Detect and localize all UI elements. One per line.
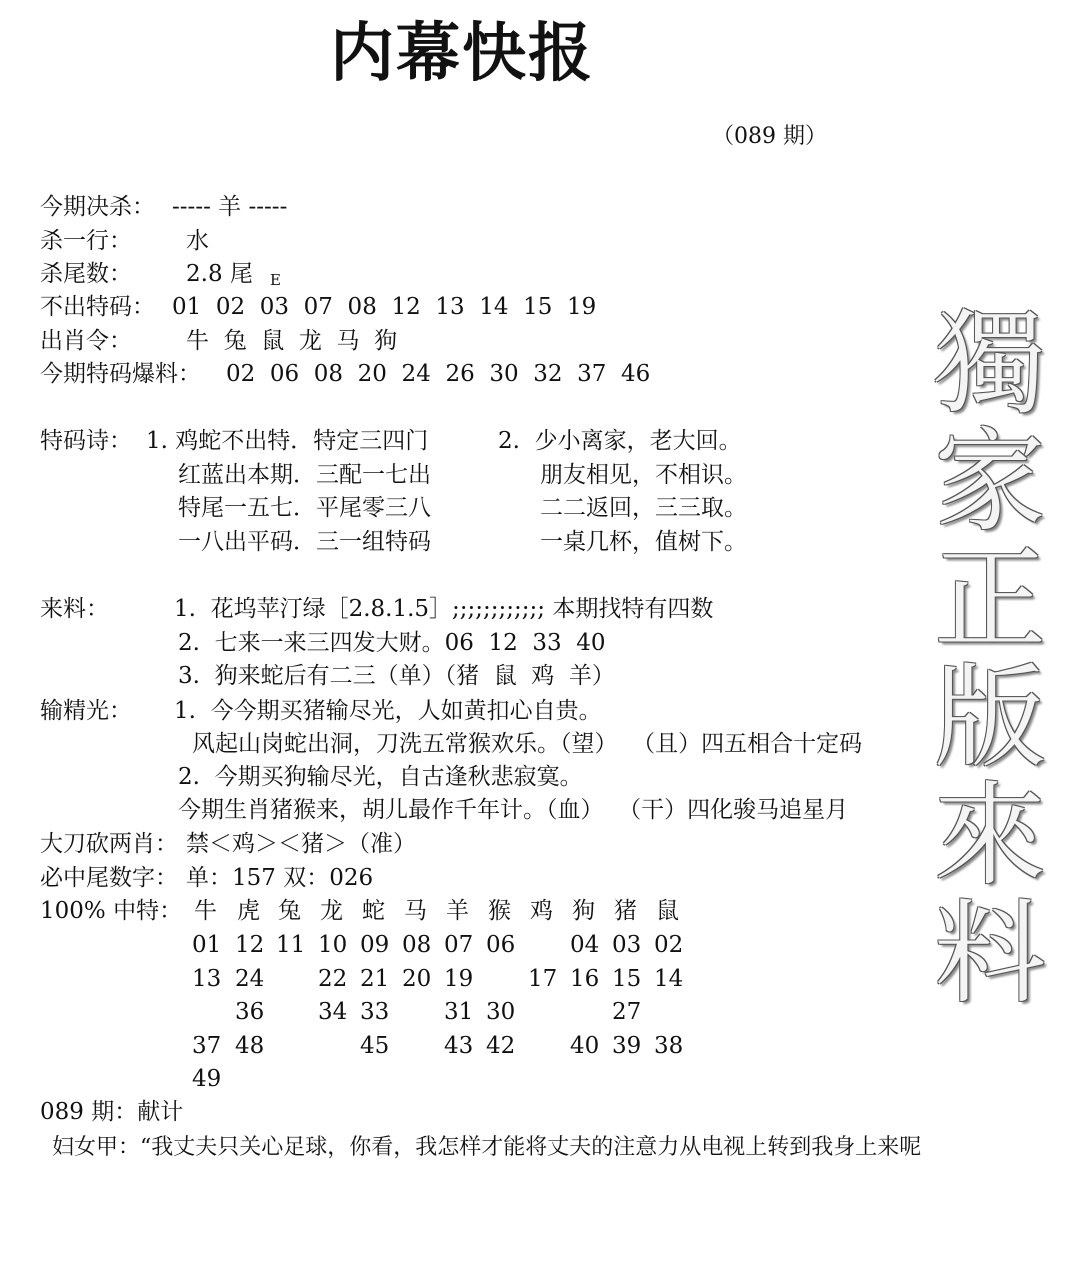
number-cell: 27: [612, 999, 642, 1025]
number-cell: 19: [444, 966, 474, 992]
jueshao-label: 今期决杀：: [40, 194, 155, 220]
poem-left-line: 特尾一五七．平尾零三八: [178, 495, 431, 521]
lailiao-line: 2. 七来一来三四发大财。06 12 33 40: [178, 630, 606, 656]
shujingguang-line: 风起山岗蛇出洞，刀洗五常猴欢乐。（望） （且）四五相合十定码: [192, 731, 863, 757]
poem-left-line: 1. 鸡蛇不出特．特定三四门: [146, 428, 429, 454]
number-cell: 08: [402, 932, 432, 958]
buchu-label: 不出特码：: [40, 294, 155, 320]
baoliao-label: 今期特码爆料：: [40, 361, 201, 387]
number-cell: 37: [192, 1033, 222, 1059]
number-cell: 13: [192, 966, 222, 992]
zodiac-cell: 龙: [320, 898, 343, 924]
footer-issue-line: 089 期：献计: [40, 1099, 184, 1125]
poem-left-line: 红蓝出本期．三配一七出: [178, 462, 431, 488]
page-title: 内幕快报: [330, 17, 594, 91]
side-char: 來: [934, 771, 1046, 901]
zodiac-cell: 兔: [278, 898, 301, 924]
number-cell: 12: [235, 932, 265, 958]
number-cell: 07: [444, 932, 474, 958]
number-cell: 17: [528, 966, 558, 992]
side-char: 家: [934, 417, 1046, 547]
number-cell: 14: [654, 966, 684, 992]
zodiac-cell: 马: [404, 898, 427, 924]
poem-label: 特码诗：: [40, 428, 132, 454]
lailiao-line: 3. 狗来蛇后有二三（单）（猪 鼠 鸡 羊）: [178, 663, 615, 689]
side-banner: [930, 299, 1050, 1019]
poem-left-line: 一八出平码．三一组特码: [178, 529, 431, 555]
bizhong-label: 必中尾数字：: [40, 865, 178, 891]
number-cell: 34: [318, 999, 348, 1025]
number-cell: 39: [612, 1033, 642, 1059]
number-cell: 06: [486, 932, 516, 958]
number-cell: 03: [612, 932, 642, 958]
shaweishu-mark: E: [270, 271, 281, 289]
number-cell: 11: [276, 932, 306, 958]
zodiac-cell: 鼠: [656, 898, 679, 924]
number-cell: 22: [318, 966, 348, 992]
number-cell: 45: [360, 1033, 390, 1059]
shujingguang-line: 1. 今今期买猪输尽光，人如黄扣心自贵。: [174, 698, 602, 724]
issue-number: （089 期）: [712, 124, 827, 149]
number-cell: 15: [612, 966, 642, 992]
baoliao-value: 02 06 08 20 24 26 30 32 37 46: [226, 361, 651, 387]
number-cell: 43: [444, 1033, 474, 1059]
zodiac-cell: 鸡: [530, 898, 553, 924]
dadao-label: 大刀砍两肖：: [40, 831, 178, 857]
zodiac-cell: 羊: [446, 898, 469, 924]
zodiac-cell: 牛: [194, 898, 217, 924]
number-cell: 09: [360, 932, 390, 958]
poem-right-line: 二二返回，三三取。: [540, 495, 747, 521]
number-cell: 20: [402, 966, 432, 992]
zodiac-cell: 猴: [488, 898, 511, 924]
number-cell: 42: [486, 1033, 516, 1059]
zodiac-cell: 虎: [237, 898, 260, 924]
dadao-value: 禁＜鸡＞＜猪＞（准）: [186, 831, 416, 857]
zodiac-cell: 狗: [572, 898, 595, 924]
zodiac-cell: 蛇: [362, 898, 385, 924]
side-char: 正: [934, 535, 1046, 665]
shujingguang-label: 输精光：: [40, 698, 132, 724]
number-cell: 16: [570, 966, 600, 992]
number-cell: 10: [318, 932, 348, 958]
number-cell: 33: [360, 999, 390, 1025]
number-cell: 01: [192, 932, 222, 958]
number-cell: 21: [360, 966, 390, 992]
poem-right-line: 一桌几杯，值树下。: [540, 529, 747, 555]
shayihang-value: 水: [186, 228, 209, 254]
jueshao-value: ----- 羊 -----: [172, 194, 288, 220]
number-cell: 49: [192, 1066, 222, 1092]
number-cell: 40: [570, 1033, 600, 1059]
poem-right-line: 2. 少小离家，老大回。: [498, 428, 742, 454]
shujingguang-line: 今期生肖猪猴来，胡儿最作千年计。（血） （干）四化骏马追星月: [178, 797, 849, 823]
footer-joke: 妇女甲：“我丈夫只关心足球，你看，我怎样才能将丈夫的注意力从电视上转到我身上来呢: [52, 1135, 922, 1160]
lailiao-line: 1. 花坞苹汀绿［2.8.1.5］;;;;;;;;;;;; 本期找特有四数: [174, 596, 714, 622]
bizhong-value: 单：157 双：026: [186, 865, 374, 891]
number-cell: 38: [654, 1033, 684, 1059]
number-cell: 02: [654, 932, 684, 958]
number-cell: 30: [486, 999, 516, 1025]
side-char: 版: [934, 653, 1046, 783]
side-char: 獨: [934, 299, 1046, 429]
chuxiao-value: 牛 兔 鼠 龙 马 狗: [186, 328, 398, 354]
shaweishu-value: 2.8 尾: [186, 261, 253, 287]
number-cell: 48: [235, 1033, 265, 1059]
shujingguang-line: 2. 今期买狗输尽光，自古逢秋悲寂寞。: [178, 764, 583, 790]
number-cell: 04: [570, 932, 600, 958]
shaweishu-label: 杀尾数：: [40, 261, 132, 287]
side-char: 料: [934, 889, 1046, 1019]
number-cell: 31: [444, 999, 474, 1025]
zodiac-cell: 猪: [614, 898, 637, 924]
number-cell: 24: [235, 966, 265, 992]
poem-right-line: 朋友相见，不相识。: [540, 462, 747, 488]
table-label: 100% 中特：: [40, 898, 183, 924]
lailiao-label: 来料：: [40, 596, 109, 622]
shayihang-label: 杀一行：: [40, 228, 132, 254]
chuxiao-label: 出肖令：: [40, 328, 132, 354]
number-cell: 36: [235, 999, 265, 1025]
buchu-value: 01 02 03 07 08 12 13 14 15 19: [172, 294, 597, 320]
